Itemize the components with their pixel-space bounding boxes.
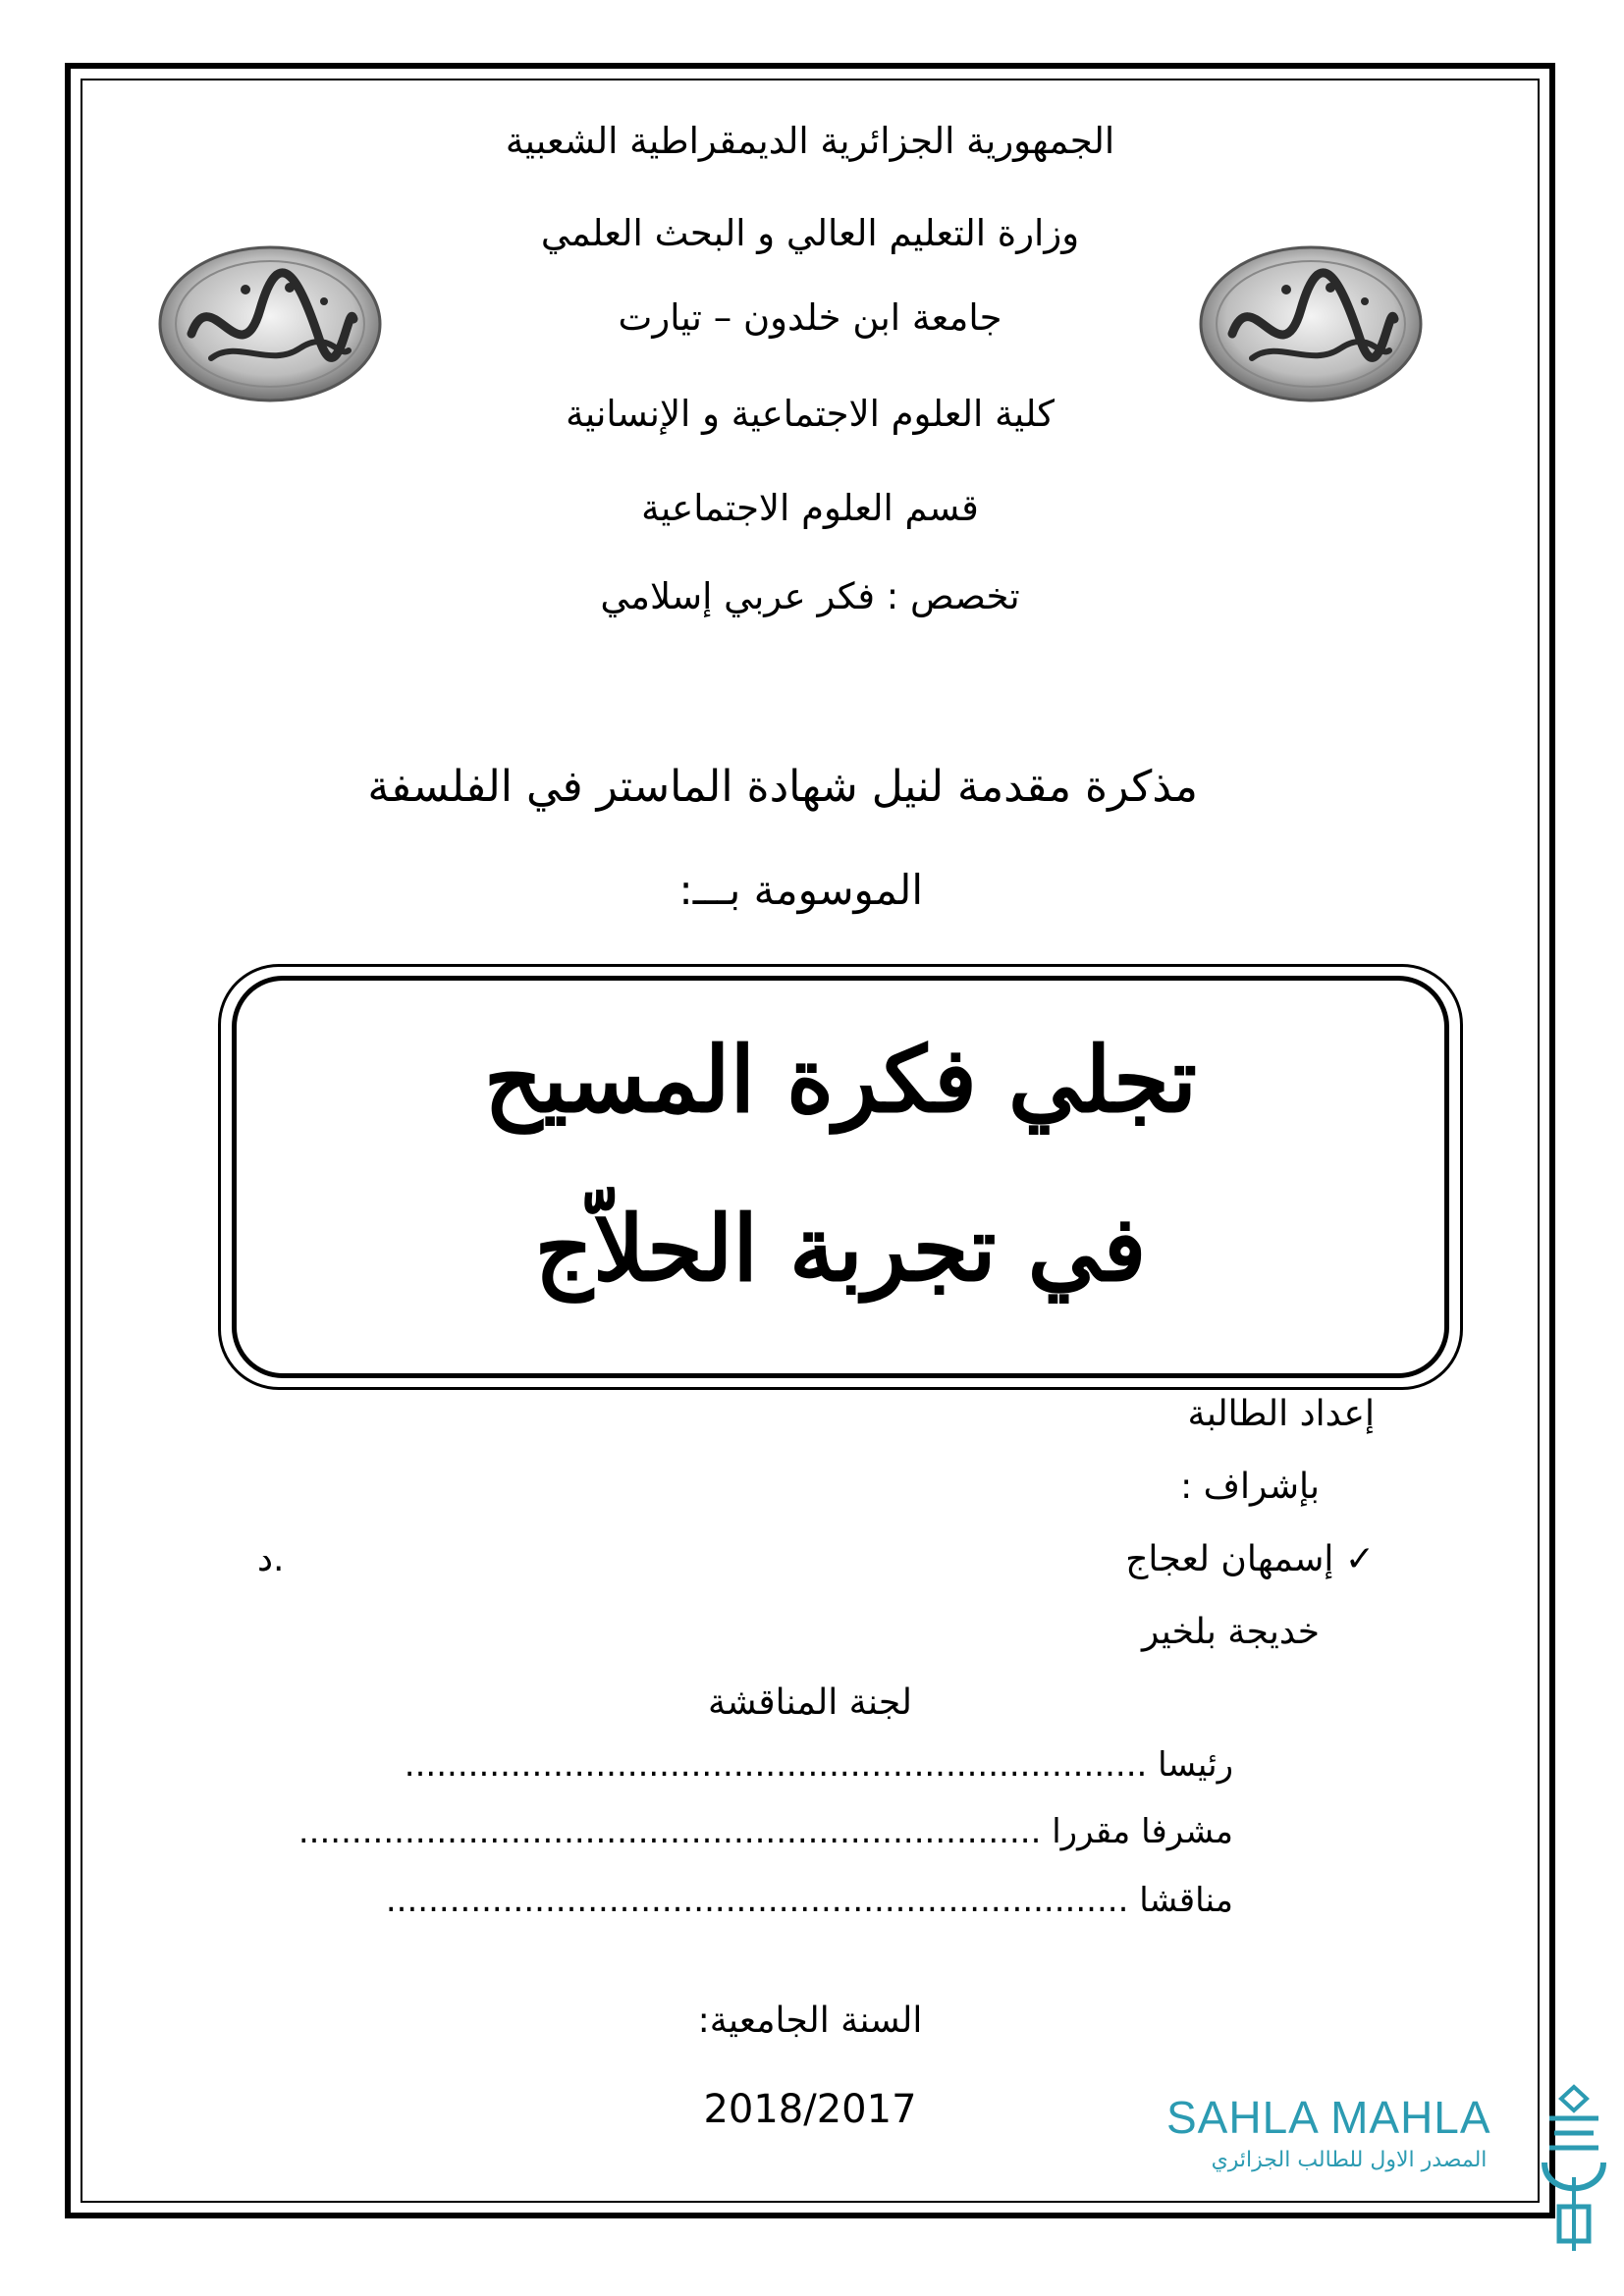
supervisor-prefix: د. [257,1539,285,1579]
prepared-by-label: إعداد الطالبة [1187,1394,1375,1434]
committee-label: لجنة المناقشة [707,1682,913,1723]
university-name: جامعة ابن خلدون – تيارت [618,296,1002,339]
department-name: قسم العلوم الاجتماعية [641,487,979,529]
committee-dots: ...................................................................... [385,1881,1129,1920]
committee-dots: ...................................................................... [404,1745,1148,1785]
committee-dots: ...................................................................... [298,1812,1042,1851]
student-name-1: ✓ إسمهان لعجاج [1125,1539,1375,1579]
academic-year-value: 2018/2017 [703,2087,917,2132]
watermark-title: SAHLA MAHLA [1166,2092,1491,2143]
faculty-name: كلية العلوم الاجتماعية و الإنسانية [566,393,1055,435]
committee-row [200,1881,1233,1920]
committee-role: مشرفا مقررا [1052,1812,1233,1851]
designated-label: الموسومة بـــ: [678,866,923,914]
committee-role: مناقشا [1139,1881,1233,1920]
committee-row [200,1812,1233,1851]
student-name-2: خديجة بلخير [1141,1612,1320,1652]
specialty: تخصص : فكر عربي إسلامي [600,575,1020,617]
committee-row [200,1745,1233,1785]
sahla-mahla-watermark [1166,2079,1618,2256]
thesis-title-line1: تجلي فكرة المسيح [484,1027,1197,1133]
academic-year-label: السنة الجامعية: [697,2001,923,2041]
republic-name: الجمهورية الجزائرية الديمقراطية الشعبية [505,120,1115,162]
watermark-logo-icon [1530,2079,1618,2256]
watermark-subtitle: المصدر الاول للطالب الجزائري [1211,2148,1488,2172]
thesis-purpose: مذكرة مقدمة لنيل شهادة الماستر في الفلسفة [367,762,1198,812]
thesis-title-line2: في تجربة الحلاّج [534,1196,1147,1302]
supervision-label: بإشراف : [1180,1467,1320,1507]
ministry-name: وزارة التعليم العالي و البحث العلمي [540,212,1080,254]
committee-role: رئيسا [1158,1745,1233,1785]
